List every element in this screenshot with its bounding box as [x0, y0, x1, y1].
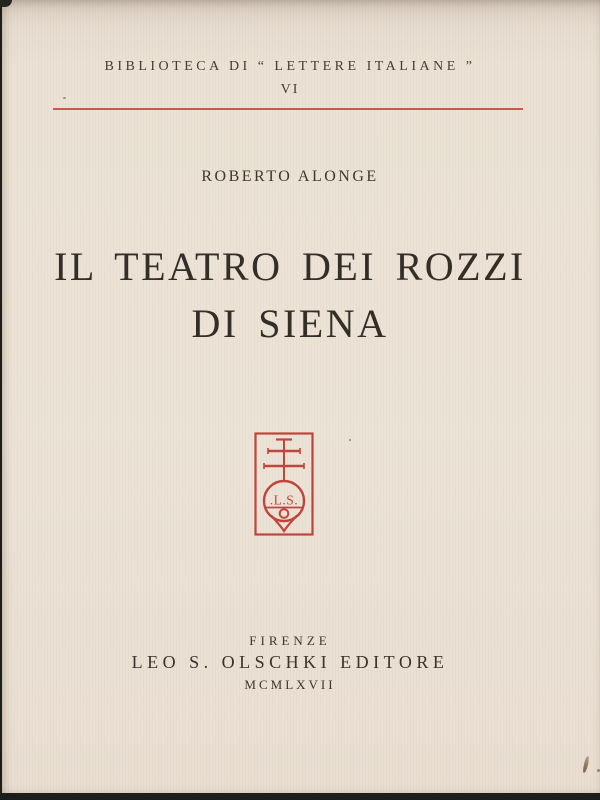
red-rule-divider — [53, 108, 523, 110]
imprint-place: FIRENZE — [249, 633, 331, 648]
title-line-1: IL TEATRO DEI ROZZI — [54, 244, 526, 289]
imprint-publisher: LEO S. OLSCHKI EDITORE — [131, 652, 449, 672]
series-title: BIBLIOTECA DI “ LETTERE ITALIANE ” — [104, 59, 476, 74]
pen-mark — [582, 756, 590, 773]
title-line-2: DI SIENA — [191, 301, 389, 346]
title-page-content — [2, 0, 578, 793]
patriarchal-cross-icon — [264, 439, 304, 483]
paper-speck — [349, 439, 351, 441]
emblem-globe — [264, 481, 304, 531]
book-title — [2, 238, 578, 352]
publisher-emblem-icon — [254, 432, 314, 536]
author-name: ROBERTO ALONGE — [201, 168, 379, 185]
imprint-year: MCMLXVII — [244, 677, 336, 692]
book-title-page — [2, 0, 600, 793]
paper-speck — [63, 97, 66, 99]
emblem-monogram: .L.S. — [269, 492, 299, 508]
series-volume-number: VI — [280, 82, 300, 97]
